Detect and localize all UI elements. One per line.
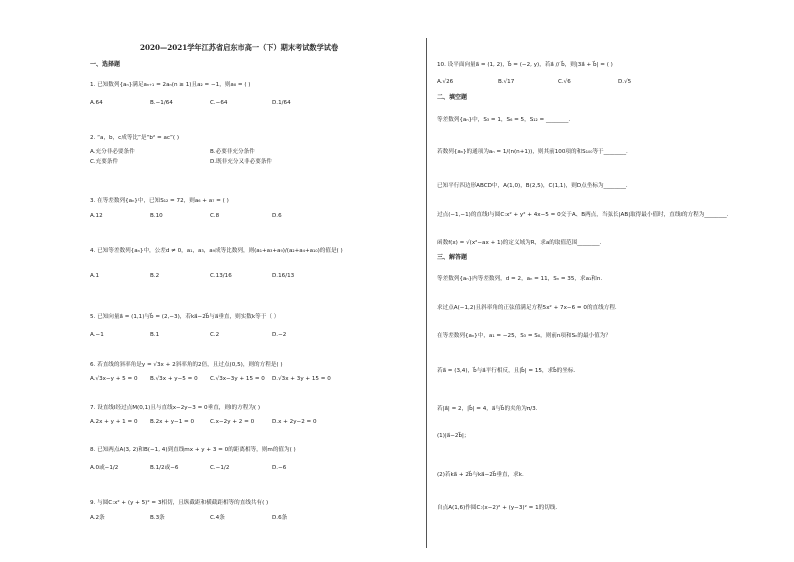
q10-option-c: C.√6 bbox=[558, 79, 571, 85]
q3-option-b: B.10 bbox=[150, 213, 163, 219]
section-choice-title: 一、选择题 bbox=[90, 61, 121, 68]
q9-option-d: D.6条 bbox=[272, 515, 288, 521]
fill-question-5: 函数f(x) = √(x²−ax + 1)的定义域为R，求a的取值范围________. bbox=[437, 240, 602, 246]
answer-question-5: 若|a⃗| = 2，|b⃗| = 4，a⃗与b⃗的夹角为π/3. bbox=[437, 406, 538, 412]
q3-option-d: D.6 bbox=[272, 213, 282, 219]
q7-option-a: A.2x + y + 1 = 0 bbox=[90, 419, 138, 425]
q10-option-a: A.√26 bbox=[437, 79, 454, 85]
q4-option-a: A.1 bbox=[90, 273, 100, 279]
fill-question-4: 过点(−1,−1)的直线l与圆C:x² + y² + 4x−5 = 0交于A、B两点，当弦长|AB|取得最小值时，直线l的方程为________. bbox=[437, 212, 729, 218]
q10-option-b: B.√17 bbox=[498, 79, 515, 85]
question-8: 8. 已知两点A(3, 2)和B(−1, 4)到直线mx + y + 3 = 0的距离相等，则m的值为( ) bbox=[90, 447, 296, 453]
q2-option-d: D.既非充分又非必要条件 bbox=[210, 159, 273, 165]
q9-option-b: B.3条 bbox=[150, 515, 165, 521]
question-9: 9. 与圆C:x² + (y + 5)² = 3相切，且纵截距和横截距相等的直线共有( ) bbox=[90, 500, 269, 506]
q2-option-b: B.必要非充分条件 bbox=[210, 149, 255, 155]
q9-option-c: C.4条 bbox=[210, 515, 225, 521]
question-1: 1. 已知数列{aₙ}满足aₙ₊₁ = 2aₙ(n ≥ 1)且a₂ = −1，则a₈ = ( ) bbox=[90, 82, 251, 88]
q8-option-a: A.0或−1/2 bbox=[90, 465, 119, 471]
q2-option-c: C.充要条件 bbox=[90, 159, 119, 165]
q8-option-d: D.−6 bbox=[272, 465, 287, 471]
section-fill-title: 二、填空题 bbox=[437, 94, 468, 101]
question-7: 7. 设直线l经过点M(0,1)且与直线x−2y−3 = 0垂直，则l的方程为( ) bbox=[90, 405, 261, 411]
question-3: 3. 在等差数列{aₙ}中，已知S₁₂ = 72，则a₆ + a₇ = ( ) bbox=[90, 198, 229, 204]
column-divider bbox=[426, 38, 427, 548]
q6-option-d: D.√3x + 3y + 15 = 0 bbox=[272, 376, 331, 382]
q4-option-b: B.2 bbox=[150, 273, 160, 279]
fill-question-3: 已知平行四边形ABCD中，A(1,0)，B(2,5)，C(1,1)，则D点坐标为________. bbox=[437, 183, 628, 189]
question-6: 6. 若直线的斜率角是y = √3x + 2斜率角的2倍，且过点(0,5)，则的方程是( ) bbox=[90, 362, 283, 368]
q5-option-c: C.2 bbox=[210, 332, 220, 338]
q5-option-d: D.−2 bbox=[272, 332, 287, 338]
q1-option-b: B.−1/64 bbox=[150, 100, 173, 106]
q3-option-a: A.12 bbox=[90, 213, 103, 219]
q3-option-c: C.8 bbox=[210, 213, 220, 219]
q8-option-b: B.1/2或−6 bbox=[150, 465, 179, 471]
question-2: 2. “a，b，c成等比”是“b² = ac”( ) bbox=[90, 135, 180, 141]
q5-option-b: B.1 bbox=[150, 332, 160, 338]
question-4: 4. 已知等差数列{aₙ}中，公差d ≠ 0，a₁，a₃，a₉成等比数列，则(a₁+a₃+a₉)/(a₂+a₄+a₁₀)的值是( ) bbox=[90, 248, 343, 254]
q1-option-d: D.1/64 bbox=[272, 100, 291, 106]
answer-question-5-part-2: (2)若ka⃗ + 2b⃗与ka⃗−2b⃗垂直，求k. bbox=[437, 472, 524, 478]
page-title: 2020—2021学年江苏省启东市高一（下）期末考试数学试卷 bbox=[140, 43, 339, 52]
q4-option-d: D.16/13 bbox=[272, 273, 295, 279]
q10-option-d: D.√5 bbox=[618, 79, 632, 85]
question-5: 5. 已知向量a⃗ = (1,1)与b⃗ = (2,−3)，若ka⃗−2b⃗与a⃗垂直，则实数k等于（ ） bbox=[90, 314, 280, 320]
answer-question-6: 自点A(1,6)作圆C:(x−2)² + (y−3)² = 1的切线. bbox=[437, 505, 558, 511]
q2-option-a: A.充分非必要条件 bbox=[90, 149, 135, 155]
section-answer-title: 三、解答题 bbox=[437, 254, 468, 261]
answer-question-3: 在等差数列{aₙ}中，a₁ = −25，S₃ = S₈，则前n项和Sₙ的最小值为？ bbox=[437, 333, 611, 339]
q1-option-c: C.−64 bbox=[210, 100, 228, 106]
q8-option-c: C.−1/2 bbox=[210, 465, 230, 471]
fill-question-2: 若数列{aₙ}的通项为aₙ = 1/(n(n+1))，则其前100项的和S₁₀₀等于________. bbox=[437, 149, 628, 155]
fill-question-1: 等差数列{aₙ}中，S₃ = 1，S₆ = 5，S₁₂ = ________. bbox=[437, 117, 571, 123]
q6-option-c: C.√3x−3y + 15 = 0 bbox=[210, 376, 265, 382]
q6-option-b: B.√3x + y−5 = 0 bbox=[150, 376, 198, 382]
answer-question-5-part-1: (1)|a⃗−2b⃗|； bbox=[437, 433, 470, 439]
answer-question-4: 若a⃗ = (3,4)，b⃗与a⃗平行相反，且|b⃗| = 15，求b⃗的坐标. bbox=[437, 368, 576, 374]
q1-option-a: A.64 bbox=[90, 100, 103, 106]
q4-option-c: C.13/16 bbox=[210, 273, 232, 279]
q5-option-a: A.−1 bbox=[90, 332, 104, 338]
question-10: 10. 设平面向量a⃗ = (1, 2)，b⃗ = (−2, y)，若a⃗ // b⃗，则|3a⃗ + b⃗| = ( ) bbox=[437, 62, 613, 68]
q7-option-c: C.x−2y + 2 = 0 bbox=[210, 419, 255, 425]
q7-option-b: B.2x + y−1 = 0 bbox=[150, 419, 195, 425]
answer-question-1: 等差数列{aₙ}内等差数列，d = 2，aₙ = 11，Sₙ = 35，求a₁和n. bbox=[437, 276, 603, 282]
q9-option-a: A.2条 bbox=[90, 515, 105, 521]
answer-question-2: 求过点A(−1,2)且斜率角的正弦值满足方程5x² + 7x−6 = 0的直线方程. bbox=[437, 305, 617, 311]
q6-option-a: A.√3x−y + 5 = 0 bbox=[90, 376, 138, 382]
q7-option-d: D.x + 2y−2 = 0 bbox=[272, 419, 317, 425]
